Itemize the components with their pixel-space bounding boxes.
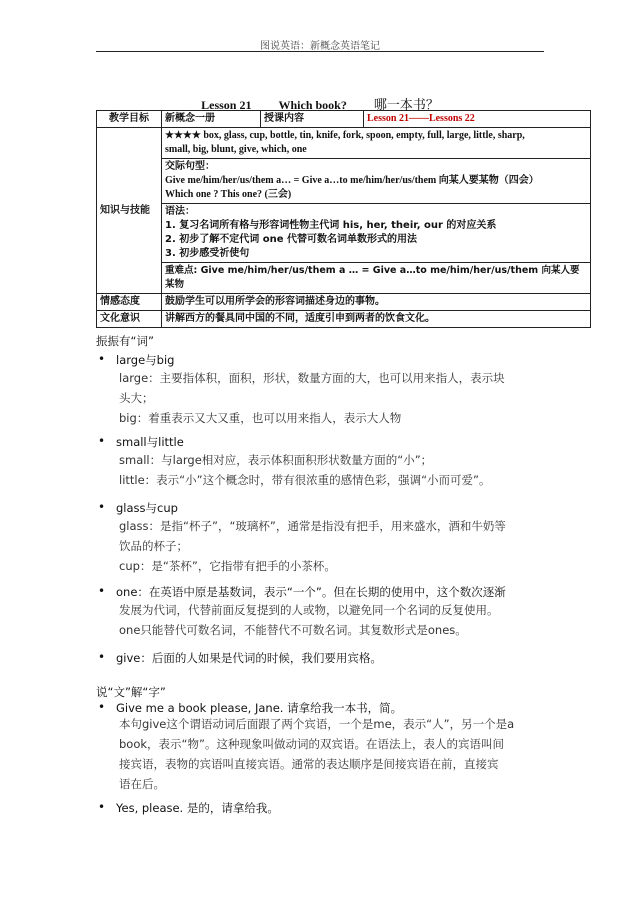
bullet: •: [98, 800, 106, 814]
body-line: cup：是“茶杯”，它指带有把手的小茶杯。: [119, 559, 336, 573]
lesson-number: Lesson 21: [201, 98, 252, 112]
body-line: 本句give这个谓语动词后面跟了两个宾语，一个是me，表示“人”，另一个是a: [119, 717, 515, 731]
item-body: [119, 516, 549, 576]
culture-label: 文化意识: [97, 311, 162, 328]
culture-value: 讲解西方的餐具同中国的不同，适度引申到两者的饮食文化。: [162, 311, 591, 328]
item-body: [119, 714, 549, 794]
pattern-cell: [162, 159, 591, 204]
body-line: big：着重表示又大又重，也可以用来指人，表示大人物: [119, 411, 402, 425]
bullet: •: [98, 434, 106, 448]
lesson-plan-table: [96, 110, 591, 328]
item-title: large与big: [116, 353, 175, 367]
content-label: 授课内容: [261, 111, 364, 128]
body-line: 语在后。: [119, 777, 165, 791]
lesson-title-cn: 哪一本书？: [373, 98, 439, 113]
item-title: Give me a book please, Jane. 请拿给我一本书，简。: [116, 701, 403, 715]
bullet: •: [98, 650, 106, 664]
attitude-label: 情感态度: [97, 294, 162, 311]
section-title: 说“文”解“字”: [96, 685, 166, 699]
vocab-cell: [162, 128, 591, 159]
item-body: [119, 600, 549, 640]
pattern-title: 交际句型：: [165, 161, 215, 172]
book-cell: 新概念一册: [162, 111, 261, 128]
body-line: one只能替代可数名词，不能替代不可数名词。其复数形式是ones。: [119, 623, 467, 637]
section-title: 振振有“词”: [96, 334, 154, 348]
body-line: little：表示“小”这个概念时，带有很浓重的感情色彩，强调“小而可爱”。: [119, 473, 491, 487]
goal-label: 教学目标: [97, 111, 162, 128]
grammar-item: 2. 初步了解不定代词 one 代替可数名词单数形式的用法: [165, 234, 417, 245]
grammar-title: 语法：: [165, 206, 195, 217]
lesson-title-en: Which book?: [278, 98, 347, 112]
bullet: •: [98, 584, 106, 598]
body-line: 饮品的杯子；: [119, 539, 188, 553]
pattern-line: Give me/him/her/us/them a… = Give a…to me/him/her/us/them 向某人要某物（四会）: [165, 175, 539, 186]
item-title: Yes, please. 是的，请拿给我。: [116, 801, 279, 815]
knowledge-label: 知识与技能: [97, 128, 162, 294]
item-title: give：后面的人如果是代词的时候，我们要用宾格。: [116, 651, 382, 665]
body-line: large：主要指体积，面积，形状，数量方面的大，也可以用来指人，表示块: [119, 371, 505, 385]
item-body: [119, 368, 549, 428]
body-line: book，表示“物”。这种现象叫做动词的双宾语。在语法上，表人的宾语叫间: [119, 737, 504, 751]
content-value: Lesson 21——Lessons 22: [364, 111, 591, 128]
body-line: glass：是指“杯子”，“玻璃杯”，通常是指没有把手，用来盛水，酒和牛奶等: [119, 519, 506, 533]
body-line: 接宾语，表物的宾语叫直接宾语。通常的表达顺序是间接宾语在前，直接宾: [119, 757, 499, 771]
body-line: 发展为代词，代替前面反复提到的人或物，以避免同一个名词的反复使用。: [119, 603, 499, 617]
bullet: •: [98, 700, 106, 714]
item-body: [119, 450, 549, 490]
item-title: glass与cup: [116, 501, 178, 515]
bullet: •: [98, 352, 106, 366]
bullet: •: [98, 500, 106, 514]
grammar-item: 3. 初步感受祈使句: [165, 248, 250, 259]
grammar-cell: [162, 204, 591, 263]
pattern-line: Which one ? This one? (三会): [165, 189, 292, 200]
body-line: small：与large相对应，表示体积面积形状数量方面的“小”；: [119, 453, 433, 467]
vocab-line: small, big, blunt, give, which, one: [165, 144, 307, 155]
item-title: small与little: [116, 435, 184, 449]
body-line: 头大；: [119, 391, 154, 405]
attitude-value: 鼓励学生可以用所学会的形容词描述身边的事物。: [162, 294, 591, 311]
grammar-item: 1. 复习名词所有格与形容词性物主代词 his, her, their, our 的对应关系: [165, 220, 497, 231]
key-points-cell: 重难点: Give me/him/her/us/them a … = Give a…to me/him/her/us/them 向某人要某物: [162, 263, 591, 294]
item-title: one：在英语中原是基数词，表示“一个”。但在长期的使用中，这个数次逐渐: [116, 585, 506, 599]
vocab-line: ★★★★ box, glass, cup, bottle, tin, knife, fork, spoon, empty, full, large, little, sharp,: [165, 130, 525, 141]
header-divider: [96, 51, 544, 52]
page-header: 图说英语：新概念英语笔记: [260, 41, 380, 52]
